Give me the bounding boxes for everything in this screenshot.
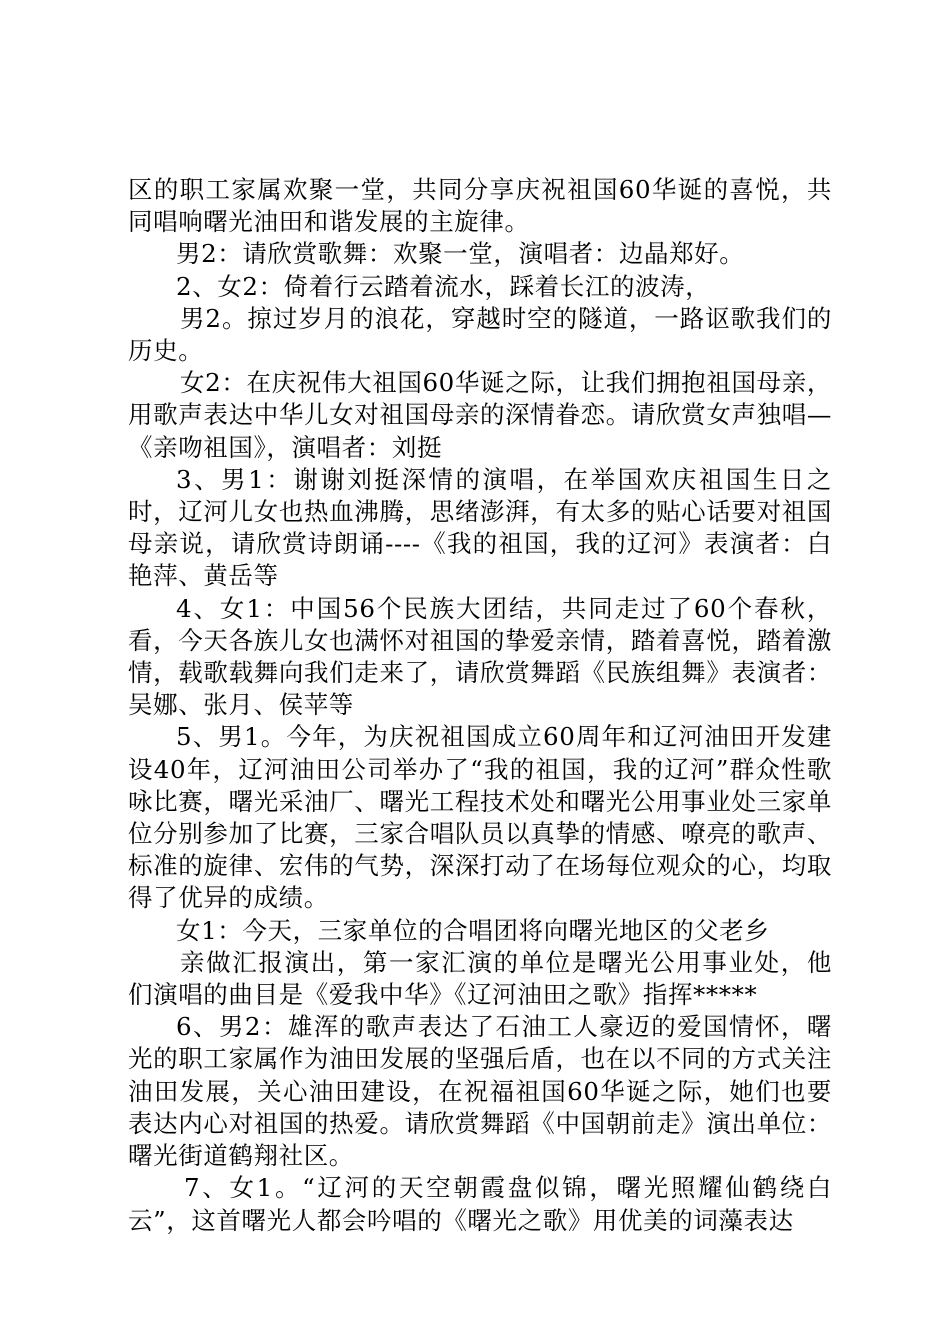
paragraph-8: 5、男1。今年，为庆祝祖国成立60周年和辽河油田开发建设40年，辽河油田公司举办了“我的祖国，我的辽河”群众性歌咏比赛，曙光采油厂、曙光工程技术处和曙光公用事业处三家单位分别参加了比赛，三家合唱队员以真挚的情感、嘹亮的歌声、标准的旋律、宏伟的气势，深深打动了在场每位观众的心，均取得了优异的成绩。 (128, 722, 832, 913)
paragraph-7: 4、女1：中国56个民族大团结，共同走过了60个春秋，看，今天各族儿女也满怀对祖国的挚爱亲情，踏着喜悦，踏着激情，载歌载舞向我们走来了，请欣赏舞蹈《民族组舞》表演者：吴娜、张月、侯苹等 (128, 593, 832, 720)
body-text (128, 174, 832, 1237)
paragraph-10: 亲做汇报演出，第一家汇演的单位是曙光公用事业处，他们演唱的曲目是《爱我中华》《辽河油田之歌》指挥***** (128, 947, 832, 1010)
paragraph-1: 区的职工家属欢聚一堂，共同分享庆祝祖国60华诞的喜悦，共同唱响曙光油田和谐发展的主旋律。 (128, 175, 832, 237)
paragraph-12: 7、女1。“辽河的天空朝霞盘似锦，曙光照耀仙鹤绕白云”，这首曙光人都会吟唱的《曙光之歌》用优美的词藻表达 (128, 1173, 832, 1235)
paragraph-6: 3、男1：谢谢刘挺深情的演唱，在举国欢庆祖国生日之时，辽河儿女也热血沸腾，思绪澎湃，有太多的贴心话要对祖国母亲说，请欣赏诗朗诵----《我的祖国，我的辽河》表演者：白艳萍、黄岳等 (128, 464, 832, 591)
paragraph-4: 男2。掠过岁月的浪花，穿越时空的隧道，一路讴歌我们的历史。 (128, 303, 832, 366)
paragraph-2: 男2：请欣赏歌舞：欢聚一堂，演唱者：边晶郑好。 (176, 239, 745, 269)
paragraph-3: 2、女2：倚着行云踏着流水，踩着长江的波涛， (176, 271, 711, 301)
paragraph-9: 女1：今天，三家单位的合唱团将向曙光地区的父老乡 (176, 915, 770, 945)
paragraph-11: 6、男2：雄浑的歌声表达了石油工人豪迈的爱国情怀，曙光的职工家属作为油田发展的坚强后盾，也在以不同的方式关注油田发展，关心油田建设，在祝福祖国60华诞之际，她们也要表达内心对祖国的热爱。请欣赏舞蹈《中国朝前走》演出单位：曙光街道鹤翔社区。 (128, 1012, 832, 1171)
paragraph-5: 女2：在庆祝伟大祖国60华诞之际，让我们拥抱祖国母亲，用歌声表达中华儿女对祖国母亲的深情眷恋。请欣赏女声独唱—《亲吻祖国》，演唱者：刘挺 (128, 368, 832, 462)
